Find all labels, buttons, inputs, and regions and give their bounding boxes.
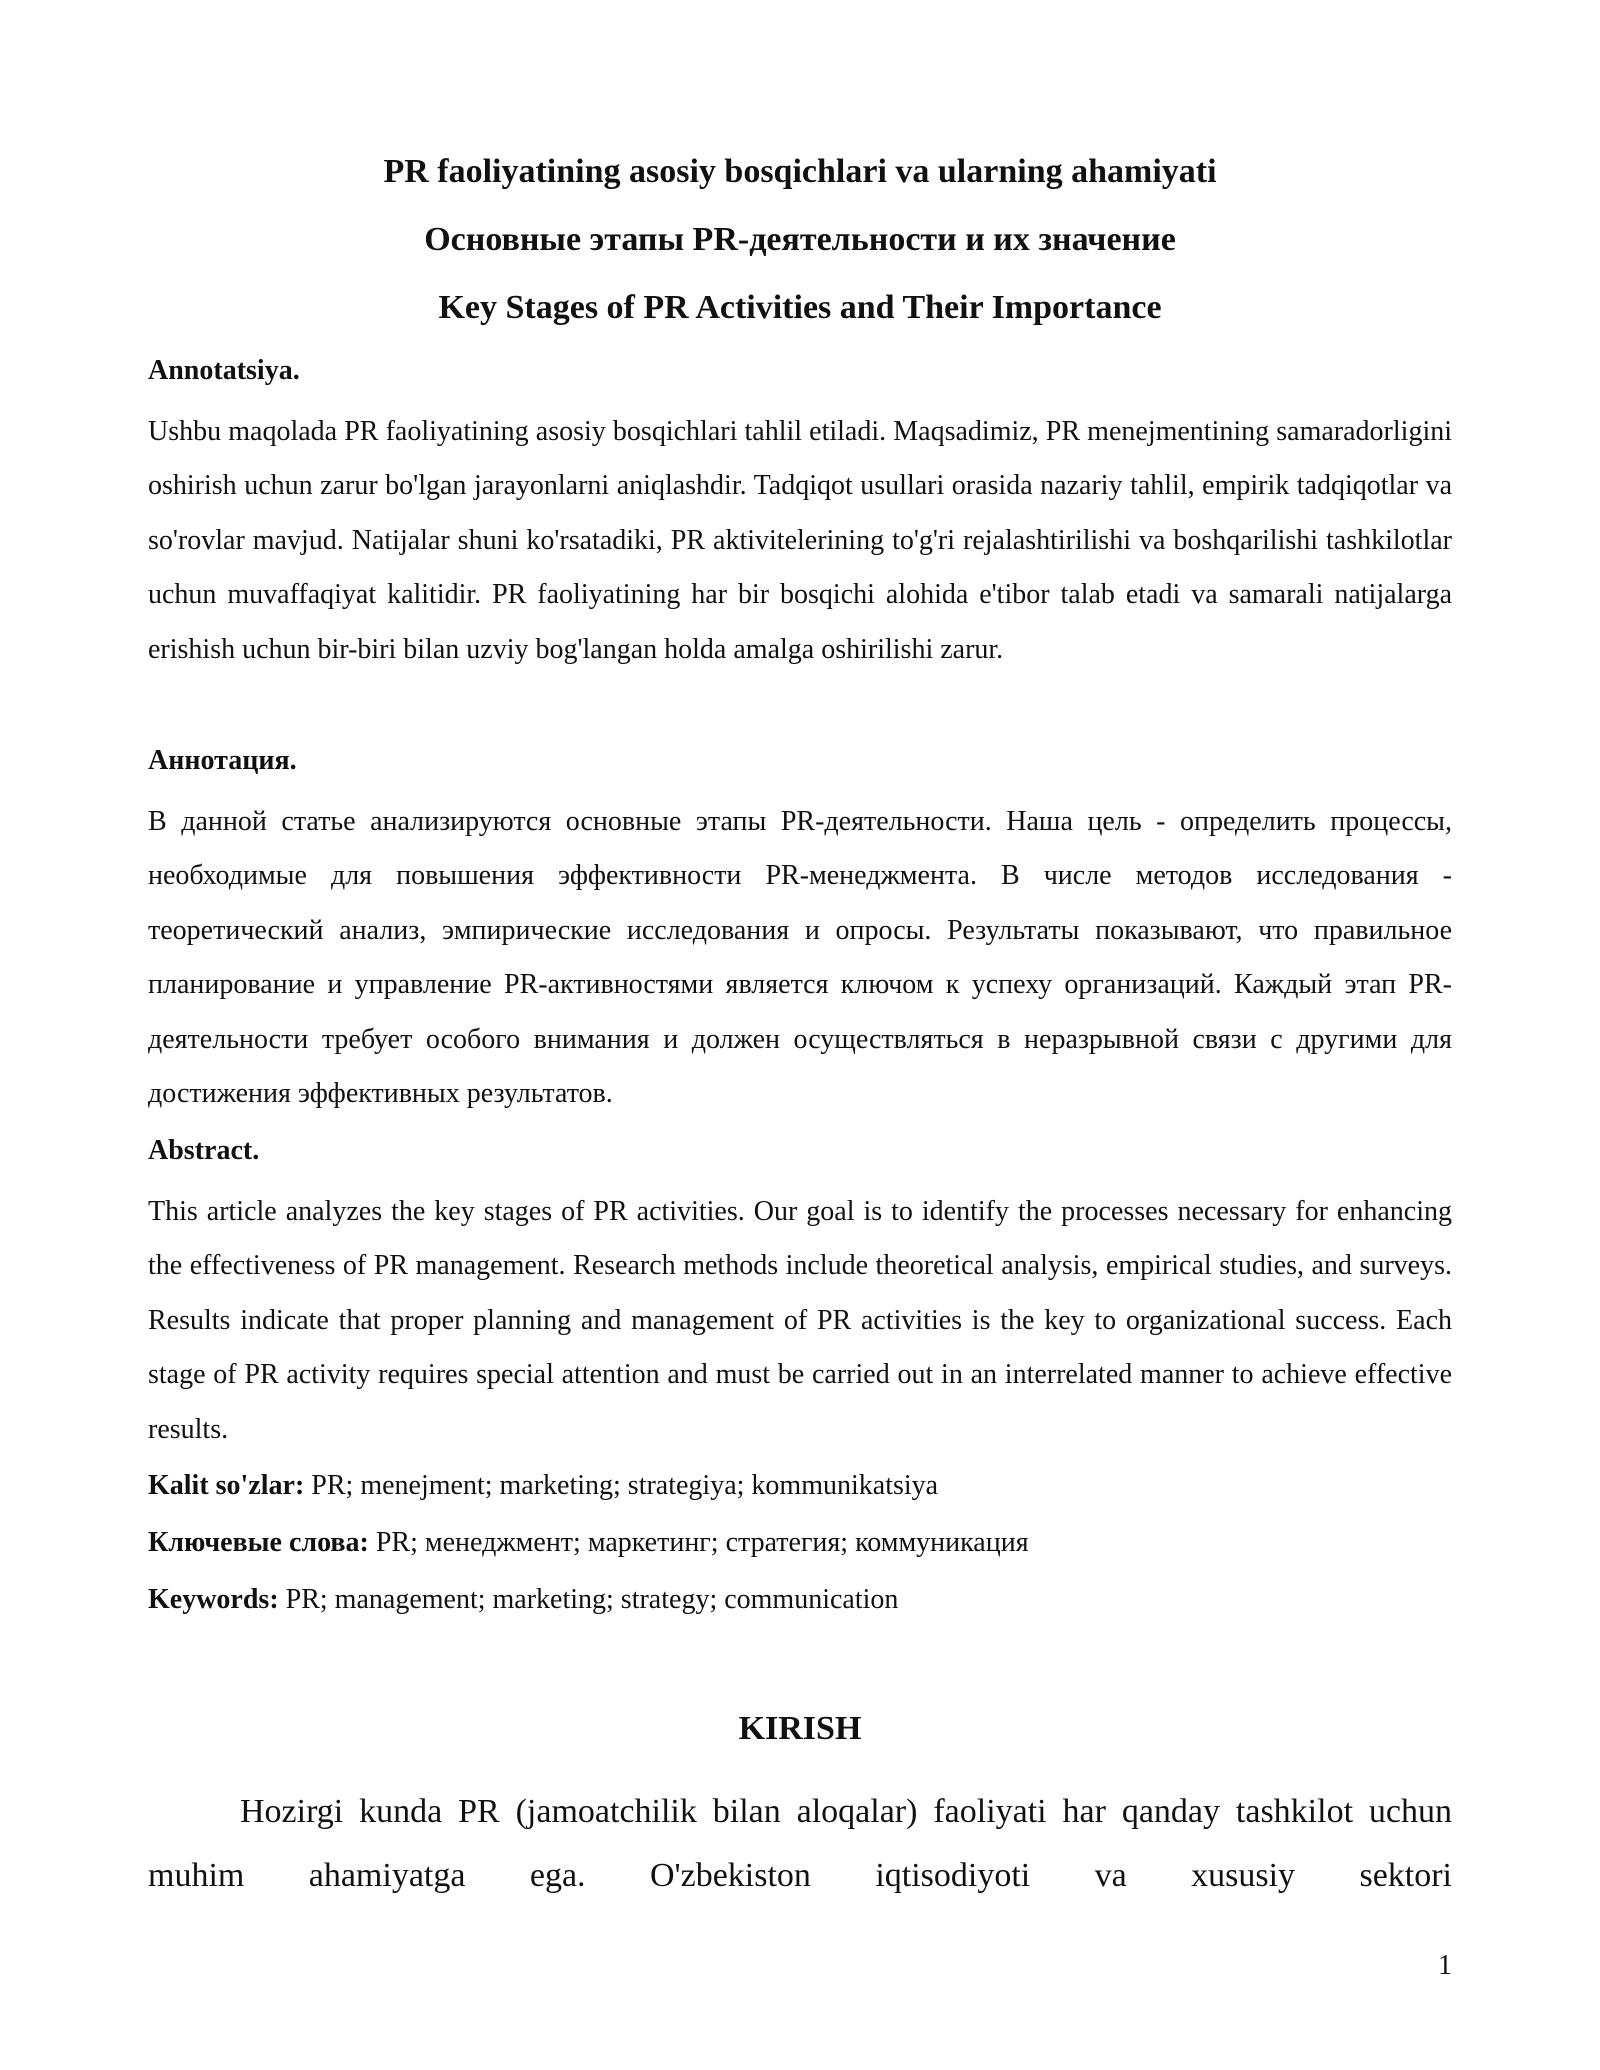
title-russian: Основные этапы PR-деятельности и их значение — [424, 221, 1176, 258]
keywords-en — [148, 1584, 898, 1616]
keywords-en-label: Keywords: — [148, 1584, 279, 1615]
abstract-text: This article analyzes the key stages of PR activities. Our goal is to identify the processes necessary for enhancing the effectiveness of PR management. Research methods include theoretical analysis, empirical studies, and surveys. Results indicate that proper planning and management of PR activities is the key to organizational success. Each stage of PR activity requires special attention and must be carried out in an interrelated manner to achieve effective results. — [148, 1196, 1452, 1445]
keywords-ru-list: PR; менеджмент; маркетинг; стратегия; коммуникация — [368, 1527, 1029, 1558]
title-uzbek: PR faoliyatining asosiy bosqichlari va ularning ahamiyati — [383, 153, 1217, 190]
annotation-ru-heading: Аннотация. — [148, 745, 297, 776]
keywords-uz-label: Kalit so'zlar: — [148, 1470, 305, 1501]
annotation-uz-heading: Annotatsiya. — [148, 355, 300, 386]
abstract-heading: Abstract. — [148, 1135, 260, 1166]
keywords-uz — [148, 1470, 938, 1502]
section-title-kirish: KIRISH — [738, 1710, 862, 1747]
keywords-ru — [148, 1527, 1029, 1559]
annotation-ru-text: В данной статье анализируются основные этапы PR-деятельности. Наша цель - определить процессы, необходимые для повышения эффективности PR-менеджмента. В числе методов исследования - теоретический анализ, эмпирические исследования и опросы. Результаты показывают, что правильное планирование и управление PR-активностями является ключом к успеху организаций. Каждый этап PR-деятельности требует особого внимания и должен осуществляться в неразрывной связи с другими для достижения эффективных результатов. — [148, 806, 1452, 1110]
page-number: 1 — [1438, 1950, 1452, 1981]
annotation-uz-text: Ushbu maqolada PR faoliyatining asosiy bosqichlari tahlil etiladi. Maqsadimiz, PR menejmentining samaradorligini oshirish uchun zarur bo'lgan jarayonlarni aniqlashdir. Tadqiqot usullari orasida nazariy tahlil, empirik tadqiqotlar va so'rovlar mavjud. Natijalar shuni ko'rsatadiki, PR aktivitelerining to'g'ri rejalashtirilishi va boshqarilishi tashkilotlar uchun muvaffaqiyat kalitidir. PR faoliyatining har bir bosqichi alohida e'tibor talab etadi va samarali natijalarga erishish uchun bir-biri bilan uzviy bog'langan holda amalga oshirilishi zarur. — [148, 416, 1452, 665]
keywords-uz-list: PR; menejment; marketing; strategiya; kommunikatsiya — [304, 1470, 939, 1501]
keywords-en-list: PR; management; marketing; strategy; communication — [278, 1584, 899, 1615]
intro-paragraph: Hozirgi kunda PR (jamoatchilik bilan aloqalar) faoliyati har qanday tashkilot uchun muhim ahamiyatga ega. O'zbekiston iqtisodiyoti va xususiy sektori — [148, 1793, 1452, 1894]
title-english: Key Stages of PR Activities and Their Importance — [438, 289, 1162, 326]
keywords-ru-label: Ключевые слова: — [148, 1527, 369, 1558]
